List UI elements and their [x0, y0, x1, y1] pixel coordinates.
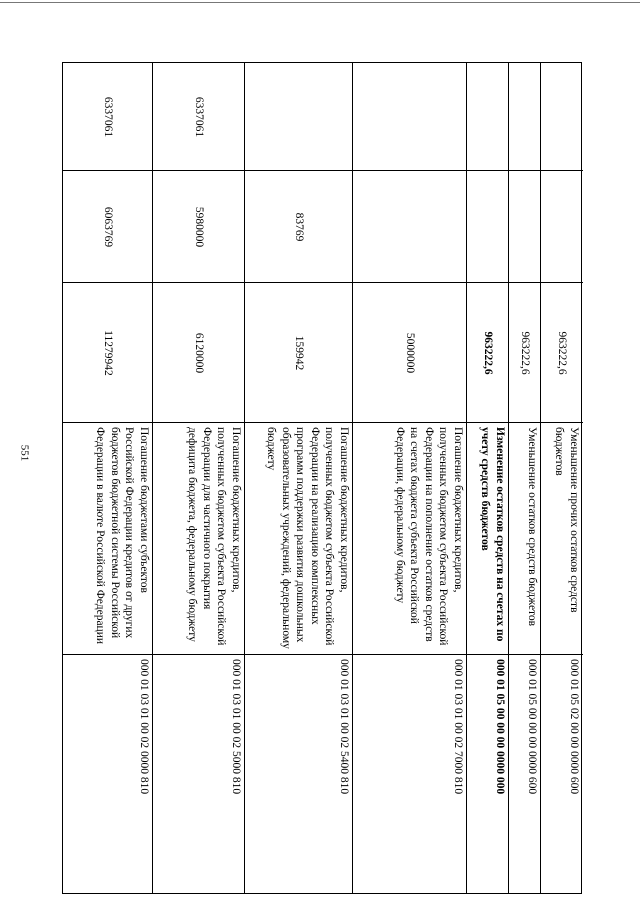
name-cell	[467, 423, 508, 655]
total-cell-text: 963222,6	[481, 330, 494, 375]
value-cell-text: 6337061	[192, 96, 205, 137]
value-cell	[467, 171, 508, 283]
value-cell	[509, 171, 540, 283]
name-cell	[509, 423, 540, 655]
value-cell	[541, 171, 583, 283]
code-cell	[541, 655, 583, 895]
value-cell-text: 83769	[292, 212, 305, 241]
value-cell	[63, 171, 152, 283]
name-cell-text: Погашение бюджетных кредитов, полученных бюджетом субъекта Российской Федерации на пополнение остатков средств на счетах бюджета субъекта Российской Федерации, федеральному бюджету	[393, 426, 464, 645]
value-cell	[153, 63, 244, 171]
table-row	[509, 63, 541, 893]
total-cell	[509, 283, 540, 423]
code-cell	[153, 655, 244, 895]
total-cell	[467, 283, 508, 423]
value-cell-text	[467, 63, 509, 171]
total-cell-text: 963222,6	[518, 330, 531, 375]
total-cell	[541, 283, 583, 423]
value-cell	[245, 63, 352, 171]
value-cell-text	[509, 171, 541, 283]
value-cell-text: 6337061	[101, 96, 114, 137]
budget-table	[62, 62, 582, 894]
total-cell	[153, 283, 244, 423]
code-cell-text: 000 01 05 02 00 00 0000 600	[568, 659, 580, 795]
value-cell	[467, 63, 508, 171]
name-cell	[153, 423, 244, 655]
value-cell	[541, 63, 583, 171]
code-cell-text: 000 01 05 00 00 00 0000 600	[525, 659, 538, 795]
name-cell-text: Уменьшение прочих остатков средств бюджетов	[553, 426, 580, 612]
name-cell	[245, 423, 352, 655]
code-cell	[245, 655, 352, 895]
total-cell-text: 159942	[292, 335, 305, 370]
value-cell	[509, 63, 540, 171]
value-cell-text	[467, 171, 509, 283]
code-cell	[353, 655, 466, 895]
table-row	[153, 63, 245, 893]
code-cell	[509, 655, 540, 895]
total-cell-text: 963222,6	[556, 330, 569, 375]
value-cell-text	[353, 63, 467, 171]
value-cell-text	[245, 63, 353, 171]
value-cell-text: 5980000	[192, 206, 205, 247]
value-cell	[153, 171, 244, 283]
value-cell-text	[353, 171, 467, 283]
code-cell-text: 000 01 03 01 00 02 0000 810	[137, 659, 150, 795]
name-cell	[541, 423, 583, 655]
total-cell-text: 11279942	[101, 329, 114, 376]
value-cell	[353, 171, 466, 283]
total-cell	[63, 283, 152, 423]
table-row	[353, 63, 467, 893]
name-cell-text: Погашение бюджетных кредитов, полученных бюджетом субъекта Российской Федерации на реализацию комплексных программ поддержки развития дошкольных образовательных учреждений, федеральному бюджету	[265, 426, 350, 649]
value-cell-text	[509, 63, 541, 171]
table-row	[63, 63, 153, 893]
code-cell-text: 000 01 03 01 00 02 7000 810	[451, 659, 464, 795]
value-cell	[63, 63, 152, 171]
code-cell	[63, 655, 152, 895]
value-cell-text	[541, 63, 583, 171]
table-row	[541, 63, 583, 893]
code-cell-text: 000 01 03 01 00 02 5000 810	[229, 659, 242, 795]
page-number: 551	[18, 444, 30, 462]
name-cell-text: Погашение бюджетами субъектов Российской Федерации кредитов от других бюджетов бюджетной системы Российской Федерации в валюте Российской Федерации	[94, 426, 150, 644]
table-row	[467, 63, 509, 893]
name-cell	[63, 423, 152, 655]
code-cell	[467, 655, 508, 895]
top-rule	[0, 2, 640, 3]
name-cell-text: Погашение бюджетных кредитов, полученных бюджетом субъекта Российской Федерации для частичного покрытия дефицита бюджета, федеральному бюджету	[186, 426, 242, 645]
value-cell	[245, 171, 352, 283]
value-cell-text: 6063769	[101, 206, 114, 247]
code-cell-text: 000 01 05 00 00 00 0000 000	[493, 659, 506, 795]
code-cell-text: 000 01 03 01 00 02 5400 810	[337, 659, 350, 795]
total-cell	[245, 283, 352, 423]
value-cell-text	[541, 171, 583, 283]
value-cell	[353, 63, 466, 171]
name-cell-text: Изменение остатков средств на счетах по учету средств бюджетов	[479, 426, 506, 641]
name-cell-text: Уменьшение остатков средств бюджетов	[525, 426, 538, 626]
table-row	[245, 63, 353, 893]
total-cell-text: 5000000	[403, 332, 416, 373]
total-cell	[353, 283, 466, 423]
total-cell-text: 6120000	[192, 332, 205, 373]
name-cell	[353, 423, 466, 655]
